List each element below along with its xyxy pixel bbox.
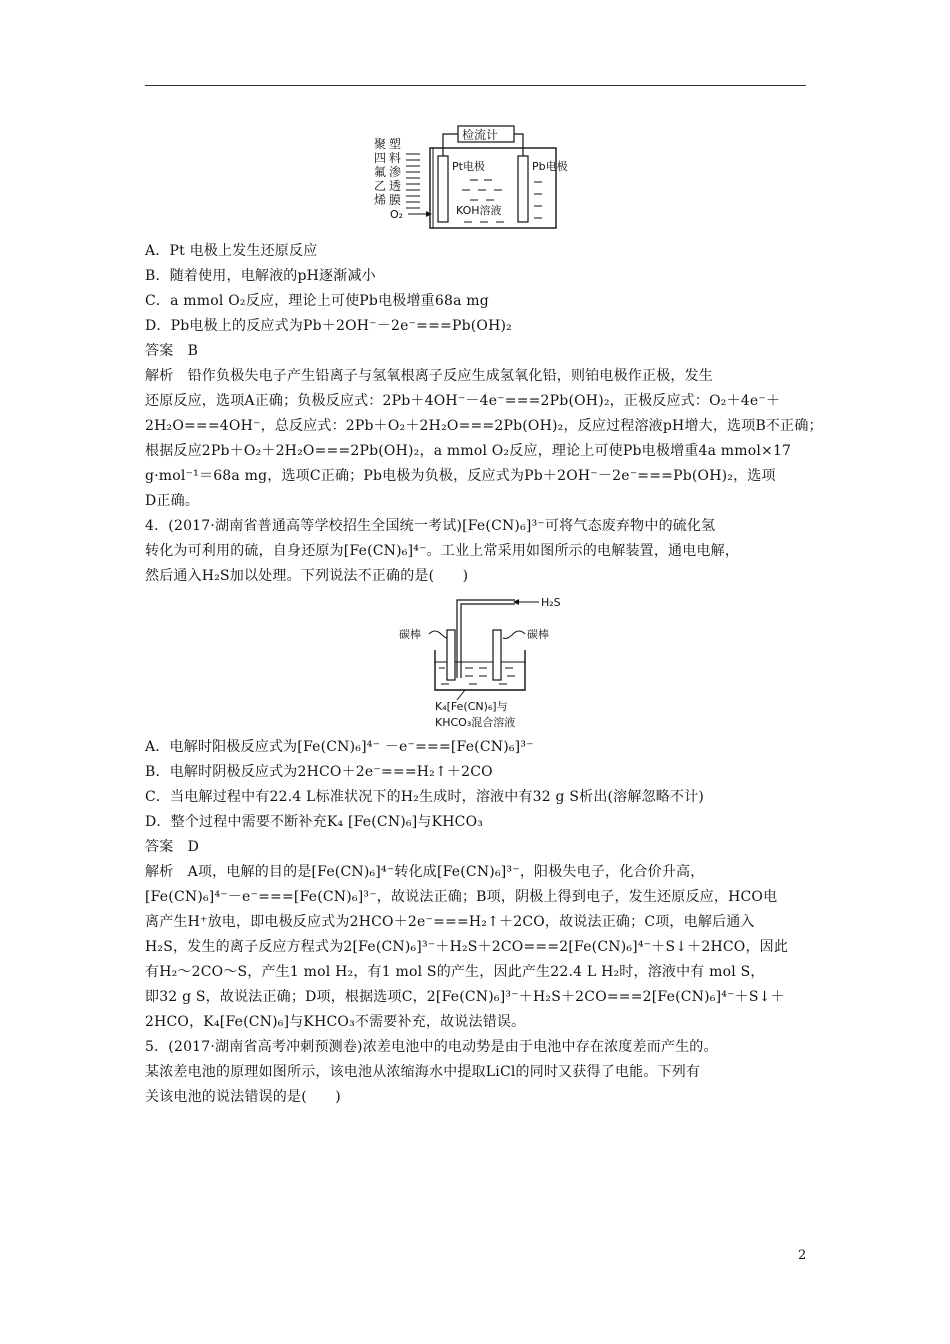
q3-analysis-line: g·mol⁻¹＝68a mg，选项C正确；Pb电极为负极，反应式为Pb＋2OH⁻－2e⁻===Pb(OH)₂，选项 bbox=[145, 468, 776, 484]
membrane-char: 膜 bbox=[389, 193, 402, 207]
q4-analysis-line: 离产生H⁺放电，即电极反应式为2HCO＋2e⁻===H₂↑＋2CO，故说法正确；C项，电解后通入 bbox=[145, 914, 755, 930]
q3-analysis-line: 还原反应，选项A正确；负极反应式：2Pb＋4OH⁻－4e⁻===2Pb(OH)₂，正极反应式：O₂＋4e⁻＋ bbox=[145, 393, 781, 409]
membrane-char: 料 bbox=[389, 151, 402, 165]
q4-analysis-line: 即32 g S，故说法正确；D项，根据选项C，2[Fe(CN)₆]³⁻＋H₂S＋2CO===2[Fe(CN)₆]⁴⁻＋S↓＋ bbox=[145, 989, 785, 1005]
q4-option-d: D．整个过程中需要不断补充K₄ [Fe(CN)₆]与KHCO₃ bbox=[145, 814, 484, 830]
solution-caption-line2: KHCO₃混合溶液 bbox=[435, 716, 516, 729]
q4-stem-line: 然后通入H₂S加以处理。下列说法不正确的是( ) bbox=[145, 568, 469, 584]
page-number: 2 bbox=[798, 1248, 807, 1263]
galvanometer-label: 检流计 bbox=[462, 128, 499, 142]
carbon-rod-left-label: 碳棒 bbox=[399, 628, 421, 641]
koh-solution-label: KOH溶液 bbox=[456, 204, 502, 217]
carbon-rod-right-label: 碳棒 bbox=[527, 628, 549, 641]
q3-option-d: D．Pb电极上的反应式为Pb＋2OH⁻－2e⁻===Pb(OH)₂ bbox=[145, 318, 512, 334]
q4-analysis-line: 解析 A项，电解的目的是[Fe(CN)₆]⁴⁻转化成[Fe(CN)₆]³⁻，阳极失电子，化合价升高， bbox=[145, 864, 705, 880]
membrane-char: 烯 bbox=[374, 193, 387, 207]
figure-pt-pb-cell bbox=[370, 120, 580, 232]
membrane-label-col2 bbox=[389, 137, 401, 207]
header-rule bbox=[145, 85, 806, 86]
q3-analysis-line: D正确。 bbox=[145, 493, 200, 509]
membrane-char: 四 bbox=[374, 151, 387, 165]
pb-electrode-label: Pb电极 bbox=[532, 160, 568, 173]
membrane-char: 乙 bbox=[374, 179, 387, 193]
o2-label: O₂ bbox=[390, 208, 404, 221]
q4-option-a: A．电解时阳极反应式为[Fe(CN)₆]⁴⁻ －e⁻===[Fe(CN)₆]³⁻ bbox=[145, 739, 534, 755]
q4-analysis-line: [Fe(CN)₆]⁴⁻－e⁻===[Fe(CN)₆]³⁻，故说法正确；B项，阴极上得到电子，发生还原反应，HCO电 bbox=[145, 889, 778, 905]
q3-option-b: B．随着使用，电解液的pH逐渐减小 bbox=[145, 268, 376, 284]
carbon-rod-left bbox=[447, 630, 455, 680]
q3-analysis-line: 根据反应2Pb＋O₂＋2H₂O===2Pb(OH)₂，a mmol O₂反应，理论上可使Pb电极增重4a mmol×17 bbox=[145, 443, 792, 459]
q4-analysis-line: 有H₂～2CO～S，产生1 mol H₂，有1 mol S的产生，因此产生22.4 L H₂时，溶液中有 mol S， bbox=[145, 964, 765, 980]
carbon-rod-right bbox=[493, 630, 501, 680]
membrane-char: 塑 bbox=[389, 137, 402, 151]
q5-stem-line: 关该电池的说法错误的是( ) bbox=[145, 1089, 341, 1105]
q4-answer: 答案 D bbox=[145, 839, 200, 855]
q5-stem-line: 5．(2017·湖南省高考冲刺预测卷)浓差电池中的电动势是由于电池中存在浓度差而产生的。 bbox=[145, 1039, 718, 1055]
q4-option-b: B．电解时阴极反应式为2HCO＋2e⁻===H₂↑＋2CO bbox=[145, 764, 493, 780]
pt-electrode-label: Pt电极 bbox=[452, 160, 485, 173]
q3-answer: 答案 B bbox=[145, 343, 199, 359]
q4-option-c: C．当电解过程中有22.4 L标准状况下的H₂生成时，溶液中有32 g S析出(溶解忽略不计) bbox=[145, 789, 705, 805]
membrane-char: 渗 bbox=[389, 165, 402, 179]
membrane-char: 聚 bbox=[374, 137, 387, 151]
q4-stem-line: 4．(2017·湖南省普通高等学校招生全国统一考试)[Fe(CN)₆]³⁻可将气态废弃物中的硫化氢 bbox=[145, 518, 716, 534]
q3-option-a: A．Pt 电极上发生还原反应 bbox=[145, 243, 318, 259]
solution-caption-line1: K₄[Fe(CN)₆]与 bbox=[435, 700, 508, 713]
q4-stem-line: 转化为可利用的硫，自身还原为[Fe(CN)₆]⁴⁻。工业上常采用如图所示的电解装置，通电电解， bbox=[145, 543, 740, 559]
q4-analysis-line: H₂S，发生的离子反应方程式为2[Fe(CN)₆]³⁻＋H₂S＋2CO===2[Fe(CN)₆]⁴⁻＋S↓＋2HCO，因此 bbox=[145, 939, 789, 955]
pb-electrode bbox=[518, 156, 528, 222]
q3-option-c: C．a mmol O₂反应，理论上可使Pb电极增重68a mg bbox=[145, 293, 489, 309]
q5-stem-line: 某浓差电池的原理如图所示，该电池从浓缩海水中提取LiCl的同时又获得了电能。下列有 bbox=[145, 1064, 701, 1080]
q3-analysis-line: 解析 铅作负极失电子产生铅离子与氢氧根离子反应生成氢氧化铅，则铂电极作正极，发生 bbox=[145, 368, 713, 384]
membrane-char: 氟 bbox=[374, 165, 387, 179]
q3-analysis-line: 2H₂O===4OH⁻，总反应式：2Pb＋O₂＋2H₂O===2Pb(OH)₂，反应过程溶液pH增大，选项B不正确； bbox=[145, 418, 823, 434]
pt-electrode bbox=[438, 156, 448, 222]
q4-analysis-line: 2HCO，K₄[Fe(CN)₆]与KHCO₃不需要补充，故说法错误。 bbox=[145, 1014, 526, 1030]
h2s-label: H₂S bbox=[541, 596, 561, 609]
figure-electrolysis-cell bbox=[395, 594, 565, 734]
membrane-label-col1 bbox=[374, 137, 386, 207]
membrane-char: 透 bbox=[389, 179, 402, 193]
